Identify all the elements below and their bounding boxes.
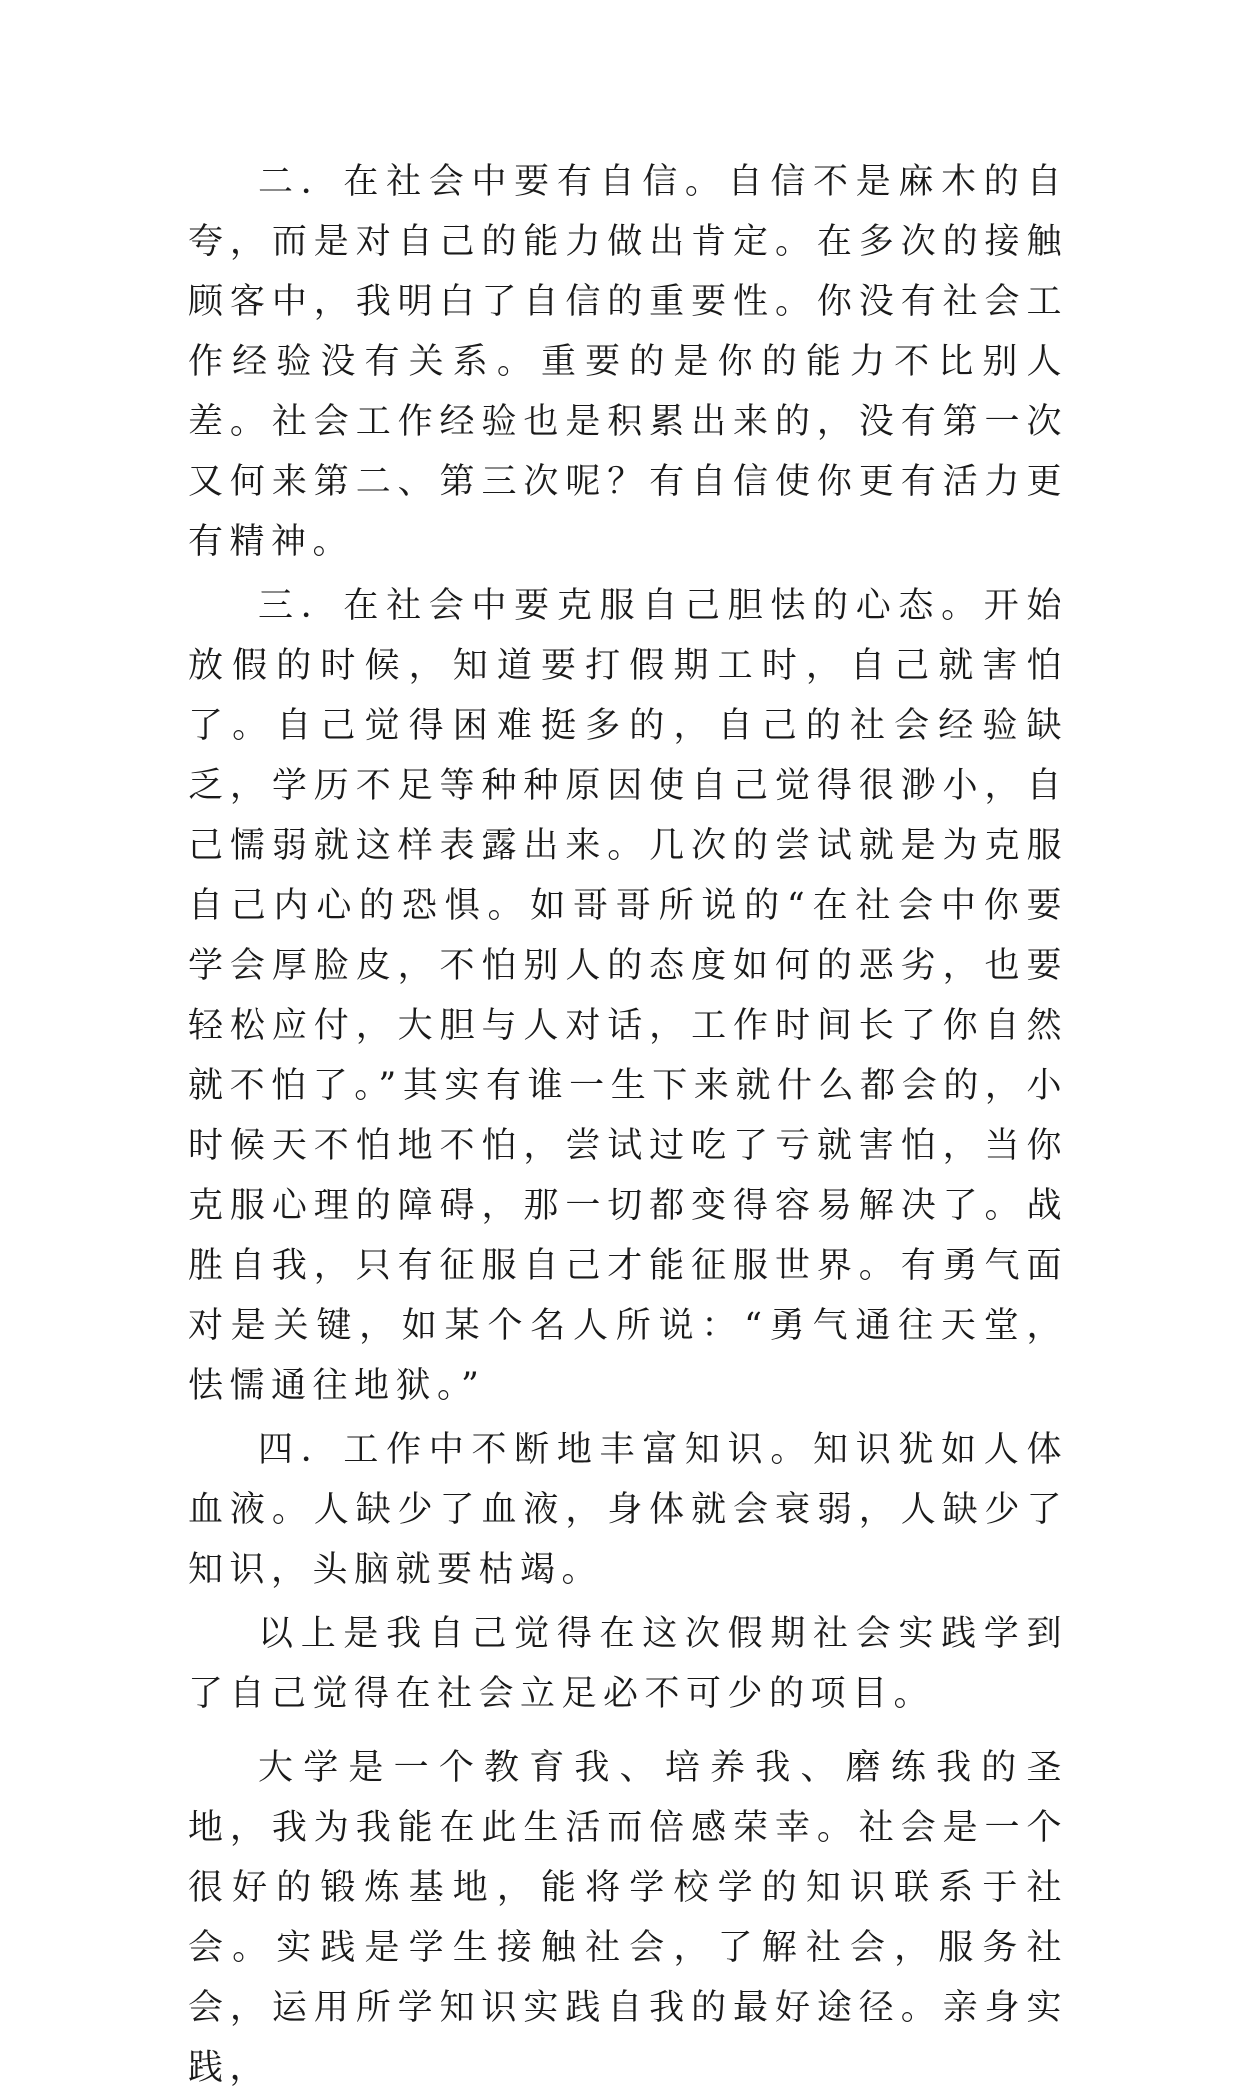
paragraph-summary: 以上是我自己觉得在这次假期社会实践学到了自己觉得在社会立足必不可少的项目。 (188, 1614, 1068, 1714)
document-body (188, 152, 1068, 2098)
paragraph-overcome-timidity: 三．在社会中要克服自己胆怯的心态。开始放假的时候，知道要打假期工时，自己就害怕了。自己觉得困难挺多的，自己的社会经验缺乏，学历不足等种种原因使自己觉得很渺小，自己懦弱就这样表露出来。几次的尝试就是为克服自己内心的恐惧。如哥哥所说的“在社会中你要学会厚脸皮，不怕别人的态度如何的恶劣，也要轻松应付，大胆与人对话，工作时间长了你自然就不怕了。”其实有谁一生下来就什么都会的，小时候天不怕地不怕，尝试过吃了亏就害怕，当你克服心理的障碍，那一切都变得容易解决了。战胜自我，只有征服自己才能征服世界。有勇气面对是关键，如某个名人所说：“勇气通往天堂，怯懦通往地狱。” (188, 586, 1068, 1406)
paragraph-enrich-knowledge: 四．工作中不断地丰富知识。知识犹如人体血液。人缺少了血液，身体就会衰弱，人缺少了知识，头脑就要枯竭。 (188, 1430, 1068, 1590)
paragraph-confidence: 二．在社会中要有自信。自信不是麻木的自夸，而是对自己的能力做出肯定。在多次的接触顾客中，我明白了自信的重要性。你没有社会工作经验没有关系。重要的是你的能力不比别人差。社会工作经验也是积累出来的，没有第一次又何来第二、第三次呢？有自信使你更有活力更有精神。 (188, 162, 1068, 562)
paragraph-university: 大学是一个教育我、培养我、磨练我的圣地，我为我能在此生活而倍感荣幸。社会是一个很好的锻炼基地，能将学校学的知识联系于社会。实践是学生接触社会，了解社会，服务社会，运用所学知识实践自我的最好途径。亲身实践， (188, 1748, 1068, 2088)
